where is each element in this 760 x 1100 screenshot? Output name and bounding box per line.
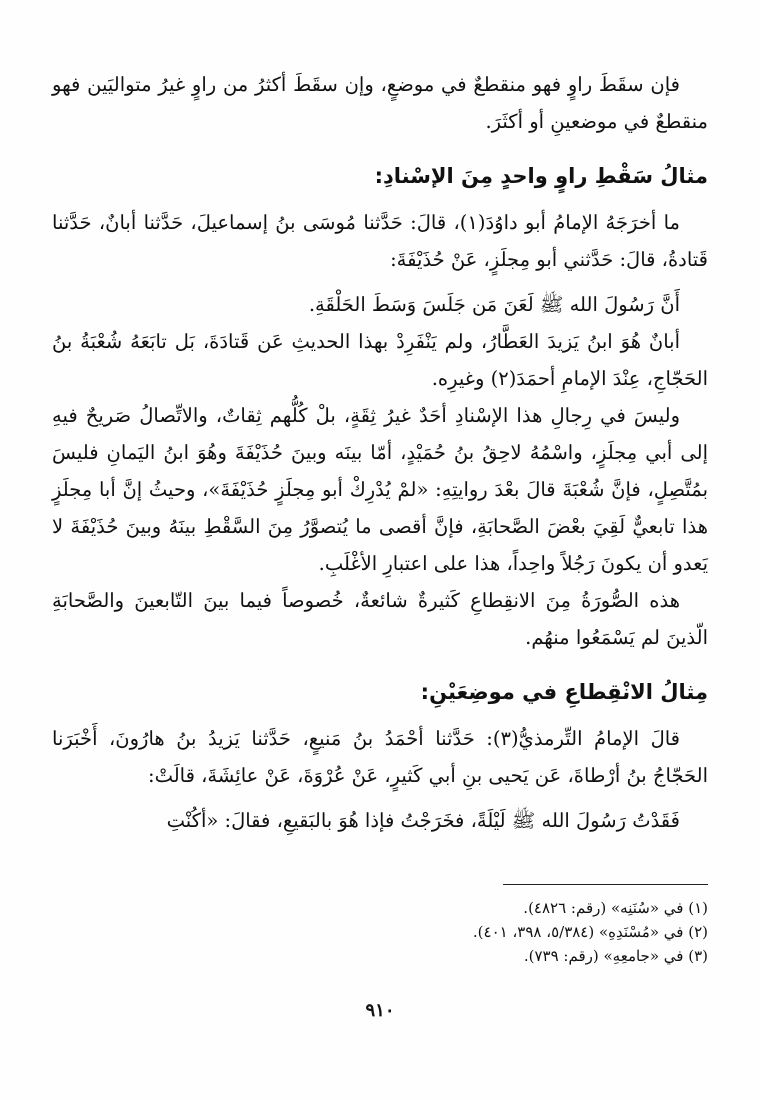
paragraph-hadith2-text: فَقَدْتُ رَسُولَ الله ﷺ لَيْلَةً، فخَرَجْتُ فإذا هُوَ بالبَقيعِ، فقالَ: «أكُنْتِ [166,809,680,832]
footnote-divider [503,884,708,885]
paragraph-hadith1-chain: ما أخرَجَهُ الإمامُ أبو داوُدَ(١)، قالَ: حَدَّثنا مُوسَى بنُ إسماعيلَ، حَدَّثنا أبانٌ، حَدَّثنا قَتادةُ، قالَ: حَدَّثني أبو مِجلَزٍ، عَنْ حُذَيْفَةَ: [52,211,708,271]
paragraph-conclusion: هذه الصُّورَةُ مِنَ الانقِطاعِ كَثيرةٌ شائعةٌ، خُصوصاً فيما بينَ التّابعينَ والصَّحابَةِ الّذينَ لم يَسْمَعُوا منهُم. [52,589,708,649]
footnote-item: (٢) في «مُسْنَدِهِ» (٥/٣٨٤، ٣٩٨، ٤٠١). [472,923,708,941]
paragraph-intro: فإن سقَطَ راوٍ فهو منقطعٌ في موضعٍ، وإن سقَطَ أكثرُ من راوٍ غيرُ متواليَين فهو منقطعٌ في موضعينِ أو أكثَرَ. [52,73,708,133]
footnote-item: (١) في «سُنَنِه» (رقم: ٤٨٢٦). [523,899,708,917]
footnote-item: (٣) في «جامعِهِ» (رقم: ٧٣٩). [523,947,708,965]
page-number: ٩١٠ [365,1000,395,1021]
paragraph-hadith1-text: أَنَّ رَسُولَ الله ﷺ لَعَنَ مَن جَلَسَ وَسَطَ الحَلْقَةِ. [308,293,680,316]
footnotes [52,896,708,968]
paragraph-analysis: وليسَ في رِجالِ هذا الإسْنادِ أحَدٌ غيرُ ثِقَةٍ، بلْ كُلُّهم ثِقاتٌ، والاتِّصالُ صَريحٌ فيهِ إلى أبي مِجلَزٍ، واسْمُهُ لاحِقُ بنُ حُمَيْدٍ، أمّا بينَه وبينَ حُذَيْفَةَ وهُوَ ابنُ اليَمانِ فليسَ بمُتَّصِلٍ، فإنَّ شُعْبَةَ قالَ بعْدَ روايتِهِ: «لمْ يُدْرِكْ أبو مِجلَزٍ حُذَيْفَةَ»، وحيثُ إنَّ أبا مِجلَزٍ هذا تابعيٌّ لَقِيَ بعْضَ الصَّحابَةِ، فإنَّ أقصى ما يُتصوَّرُ مِنَ السَّقْطِ بينَهُ وبينَ حُذَيْفَةَ لا يَعدو أن يكونَ رَجُلاً واحِداً، هذا على اعتبارِ الأغْلَبِ. [52,404,708,575]
heading-one-narrator-dropped: مثالُ سَقْطِ راوٍ واحدٍ مِنَ الإسْنادِ: [374,164,708,188]
paragraph-hadith2-chain: قالَ الإمامُ التِّرمذيُّ(٣): حَدَّثنا أحْمَدُ بنُ مَنيعٍ، حَدَّثنا يَزيدُ بنُ هارُونَ، أَخْبَرَنا الحَجّاجُ بنُ أرْطاةَ، عَن يَحيى بنِ أبي كَثيرٍ، عَنْ عُرْوَةَ، عَنْ عائِشَةَ، قالَتْ: [52,727,708,787]
paragraph-hadith1-comment: أبانٌ هُوَ ابنُ يَزيدَ العَطَّارُ، ولم يَنْفَرِدْ بهذا الحديثِ عَن قَتادَةَ، بَل تابَعَهُ شُعْبَةُ بنُ الحَجّاجِ، عِنْدَ الإمامِ أحمَدَ(٢) وغيرِه. [52,330,708,390]
heading-two-places-break: مِثالُ الانْقِطاعِ في موضِعَيْنِ: [420,680,708,704]
body-text [52,66,708,839]
